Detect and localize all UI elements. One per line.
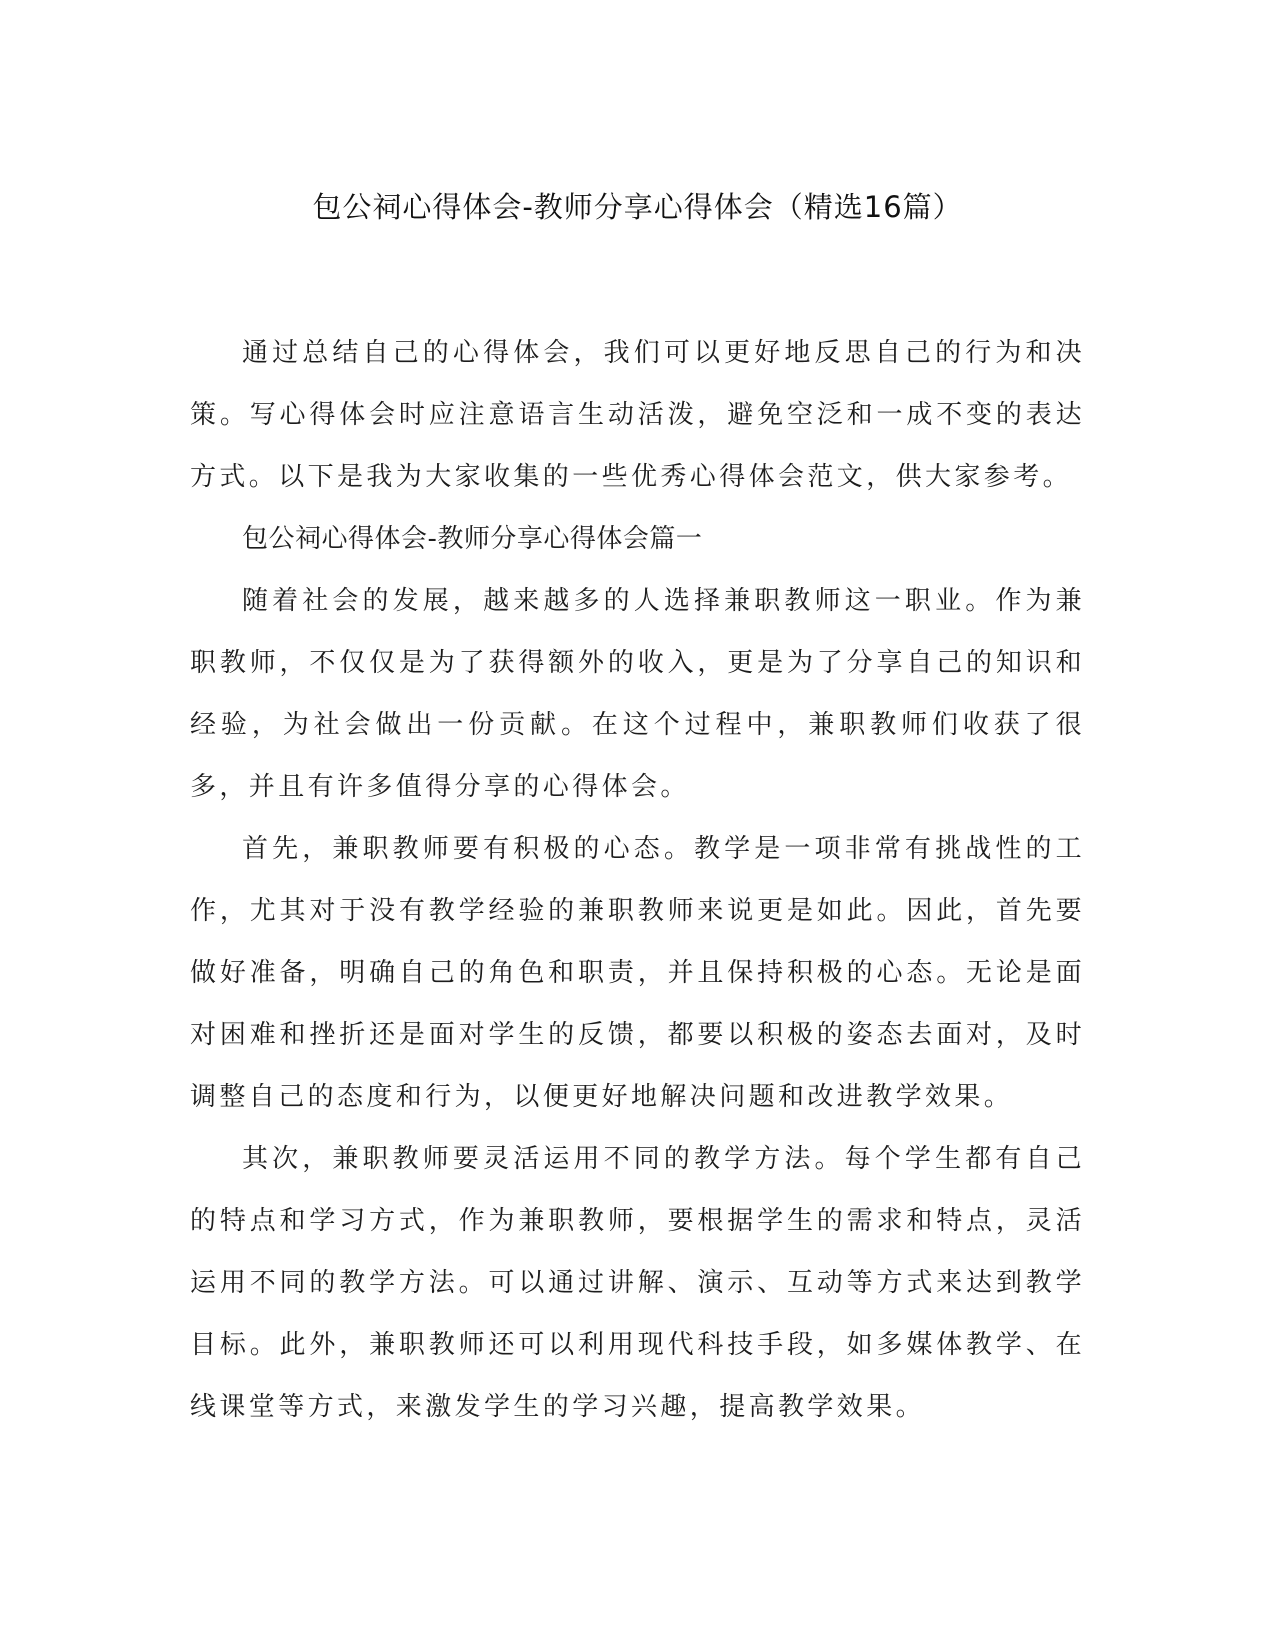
intro-paragraph: 通过总结自己的心得体会，我们可以更好地反思自己的行为和决策。写心得体会时应注意语言生动活泼，避免空泛和一成不变的表达方式。以下是我为大家收集的一些优秀心得体会范文，供大家参考。 [190,338,1085,492]
document-title: 包公祠心得体会-教师分享心得体会（精选16篇） [312,190,963,224]
document-body [190,322,1085,1438]
section-heading: 包公祠心得体会-教师分享心得体会篇一 [242,524,703,554]
body-paragraph: 随着社会的发展，越来越多的人选择兼职教师这一职业。作为兼职教师，不仅仅是为了获得额外的收入，更是为了分享自己的知识和经验，为社会做出一份贡献。在这个过程中，兼职教师们收获了很多，并且有许多值得分享的心得体会。 [190,586,1085,802]
body-paragraph: 首先，兼职教师要有积极的心态。教学是一项非常有挑战性的工作，尤其对于没有教学经验的兼职教师来说更是如此。因此，首先要做好准备，明确自己的角色和职责，并且保持积极的心态。无论是面对困难和挫折还是面对学生的反馈，都要以积极的姿态去面对，及时调整自己的态度和行为，以便更好地解决问题和改进教学效果。 [190,834,1085,1112]
body-paragraph: 其次，兼职教师要灵活运用不同的教学方法。每个学生都有自己的特点和学习方式，作为兼职教师，要根据学生的需求和特点，灵活运用不同的教学方法。可以通过讲解、演示、互动等方式来达到教学目标。此外，兼职教师还可以利用现代科技手段，如多媒体教学、在线课堂等方式，来激发学生的学习兴趣，提高教学效果。 [190,1144,1085,1422]
